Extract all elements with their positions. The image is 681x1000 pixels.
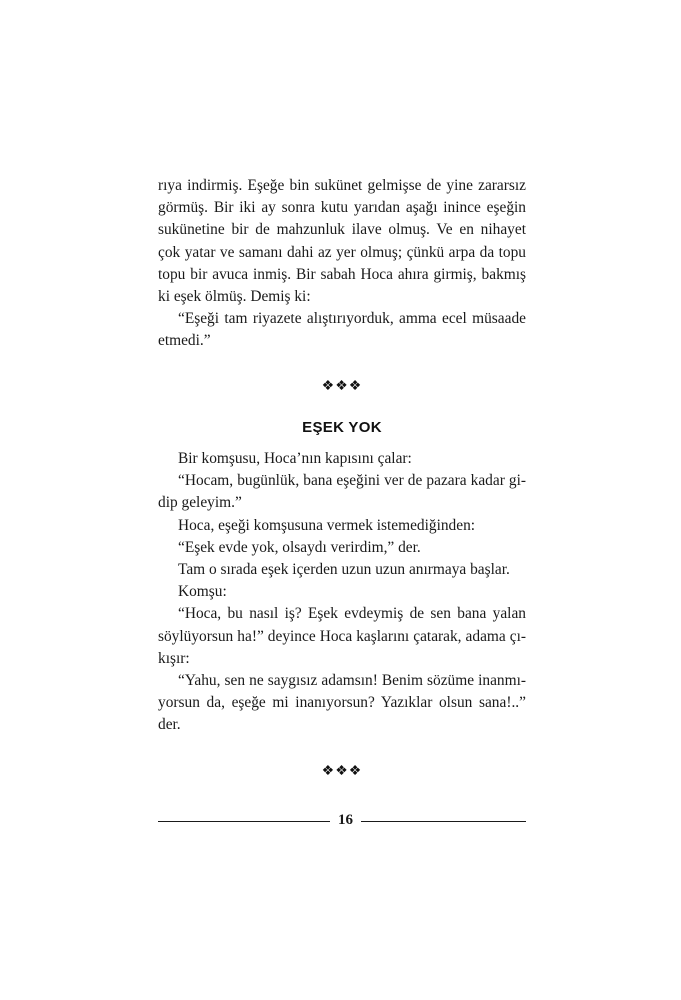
paragraph	[158, 470, 526, 514]
footer-rule-left	[158, 821, 330, 822]
text-line: “Hoca, bu nasıl iş? Eşek evdeymiş de sen bana yalan	[178, 605, 526, 623]
text-line: Hoca, eşeği komşusuna vermek istemediğinden:	[178, 516, 476, 534]
text-line: çok yatar ve samanı dahi az yer olmuş; çünkü arpa da topu	[158, 243, 526, 261]
text-block	[158, 175, 526, 783]
paragraph	[158, 448, 526, 470]
text-line: söylüyorsun ha!” deyince Hoca kaşlarını çatarak, adama çı-	[158, 627, 526, 645]
text-line: dip geleyim.”	[158, 494, 242, 512]
text-line: “Eşeği tam riyazete alıştırıyorduk, amma ecel müsaade	[178, 310, 526, 328]
text-line: topu bir avuca inmiş. Bir sabah Hoca ahıra girmiş, bakmış	[158, 265, 526, 283]
text-line: “Hocam, bugünlük, bana eşeğini ver de pazara kadar gi-	[178, 472, 526, 490]
text-line: sukünetine bir de mahzunluk ilave olmuş. Ve en nihayet	[158, 221, 526, 239]
text-line: görmüş. Bir iki ay sonra kutu yarıdan aşağı inince eşeğin	[158, 199, 526, 217]
paragraph	[158, 559, 526, 581]
text-line: ki eşek ölmüş. Demiş ki:	[158, 288, 311, 306]
story-title: EŞEK YOK	[302, 418, 382, 436]
text-line: “Eşek evde yok, olsaydı verirdim,” der.	[178, 538, 421, 556]
text-line: yorsun da, eşeğe mi inanıyorsun? Yazıklar olsun sana!..”	[158, 694, 526, 712]
paragraph	[158, 603, 526, 670]
page-number: 16	[338, 812, 353, 828]
text-line: etmedi.”	[158, 332, 211, 350]
paragraph	[158, 515, 526, 537]
text-line: der.	[158, 716, 181, 734]
footer-rule-right	[361, 821, 526, 822]
text-line: Komşu:	[178, 583, 227, 601]
text-line: Bir komşusu, Hoca’nın kapısını çalar:	[178, 450, 412, 468]
paragraph	[158, 175, 526, 308]
text-line: Tam o sırada eşek içerden uzun uzun anırmaya başlar.	[178, 561, 510, 579]
section-ornament: ❖❖❖	[321, 378, 363, 394]
paragraph	[158, 670, 526, 737]
paragraph	[158, 537, 526, 559]
paragraph	[158, 308, 526, 352]
text-line: rıya indirmiş. Eşeğe bin sukünet gelmişse de yine zararsız	[158, 177, 526, 194]
section-ornament: ❖❖❖	[321, 763, 363, 779]
paragraph	[158, 581, 526, 603]
text-line: “Yahu, sen ne saygısız adamsın! Benim sözüme inanmı-	[178, 672, 526, 690]
text-line: kışır:	[158, 649, 190, 667]
page-footer	[158, 812, 526, 832]
